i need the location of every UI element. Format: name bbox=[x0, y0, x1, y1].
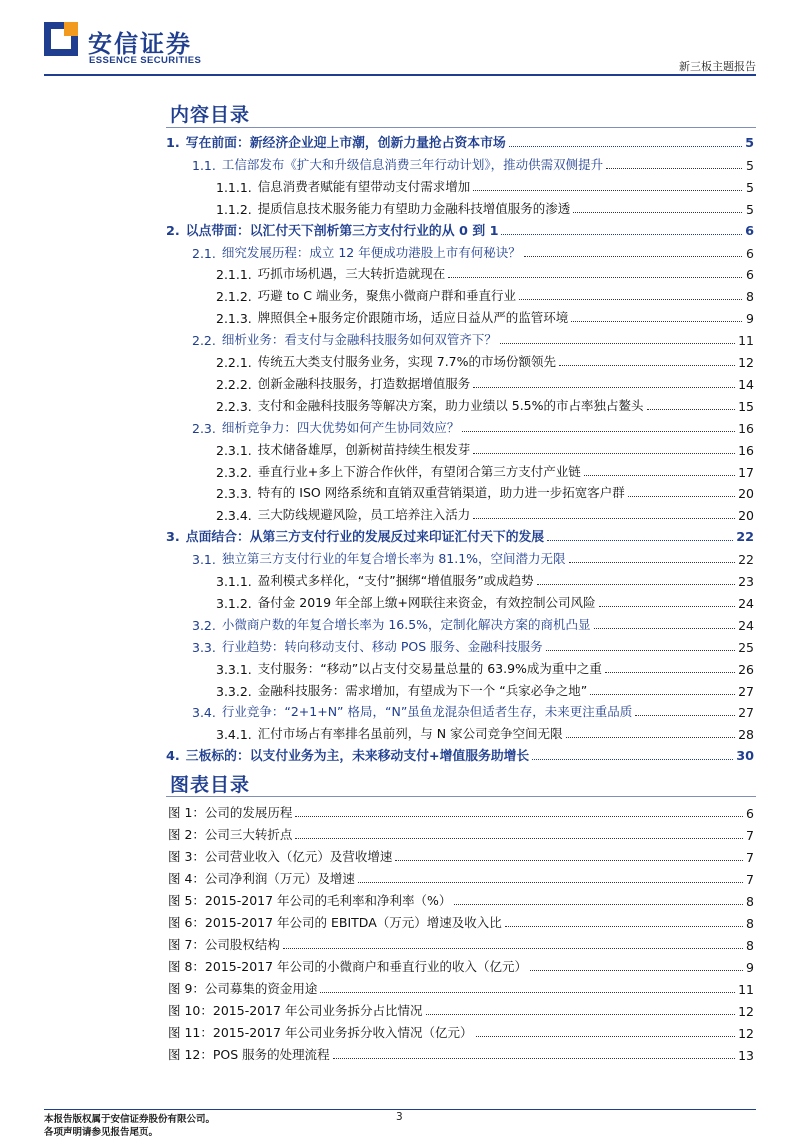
toc-entry[interactable] bbox=[192, 240, 754, 261]
toc-leader-dots bbox=[500, 343, 735, 344]
toc-entry[interactable] bbox=[216, 174, 754, 195]
toc-entry-page: 30 bbox=[736, 749, 754, 765]
toc-entry[interactable] bbox=[166, 524, 754, 545]
toc-entry-number: 3.3. bbox=[192, 639, 216, 655]
toc-entry-number: 2.1.2. bbox=[216, 289, 252, 305]
toc-entry-page: 25 bbox=[738, 639, 754, 655]
toc-leader-dots bbox=[532, 759, 733, 760]
toc-leader-dots bbox=[584, 475, 735, 476]
figure-leader-dots bbox=[295, 816, 743, 817]
figure-entry-text: 图 6：2015-2017 年公司的 EBITDA（万元）增速及收入比 bbox=[168, 915, 502, 930]
figure-entry[interactable] bbox=[168, 801, 754, 821]
toc-entry-text: 特有的 ISO 网络系统和直销双重营销渠道，助力进一步拓宽客户群 bbox=[257, 485, 625, 501]
toc-entry-number: 2.3.3. bbox=[216, 486, 252, 502]
toc-entry[interactable] bbox=[216, 371, 754, 392]
toc-entry-number: 4. bbox=[166, 749, 180, 765]
toc-entry-text: 三板标的：以支付业务为主，未来移动支付+增值服务助增长 bbox=[185, 749, 530, 765]
toc-entry-text: 行业竞争：“2+1+N” 格局，“N”虽鱼龙混杂但适者生存，未来更注重品质 bbox=[221, 704, 633, 720]
toc-entry[interactable] bbox=[192, 152, 754, 173]
figure-entry-text: 图 9：公司募集的资金用途 bbox=[168, 981, 318, 996]
toc-entry-number: 3.3.1. bbox=[216, 661, 252, 677]
figure-leader-dots bbox=[476, 1036, 736, 1037]
toc-entry-number: 2.1. bbox=[192, 245, 216, 261]
toc-entry-page: 5 bbox=[746, 201, 754, 217]
toc-entry[interactable] bbox=[216, 196, 754, 217]
toc-entry-page: 14 bbox=[738, 376, 754, 392]
essence-logo-icon bbox=[44, 22, 78, 56]
footer-copyright: 本报告版权属于安信证券股份有限公司。 bbox=[44, 1114, 216, 1125]
toc-entry-text: 写在前面：新经济企业迎上市潮，创新力量抢占资本市场 bbox=[185, 136, 506, 151]
figure-entry-text: 图 11：2015-2017 年公司业务拆分收入情况（亿元） bbox=[168, 1025, 473, 1040]
toc-entry-page: 20 bbox=[738, 508, 754, 524]
toc-entry-number: 3.4.1. bbox=[216, 727, 252, 743]
figure-entry[interactable] bbox=[168, 889, 754, 909]
toc-entry[interactable] bbox=[192, 634, 754, 655]
figure-entry[interactable] bbox=[168, 845, 754, 865]
figure-entry[interactable] bbox=[168, 955, 754, 975]
toc-entry-text: 细析竞争力：四大优势如何产生协同效应？ bbox=[221, 419, 460, 435]
toc-entry-page: 23 bbox=[738, 574, 754, 589]
toc-entry-number: 2.3.4. bbox=[216, 508, 252, 524]
figure-entry-page: 8 bbox=[746, 938, 754, 953]
toc-leader-dots bbox=[546, 650, 735, 651]
toc-entry[interactable] bbox=[192, 612, 754, 633]
toc-leader-dots bbox=[647, 409, 736, 410]
toc-entry-number: 2.3. bbox=[192, 420, 216, 436]
toc-entry-text: 创新金融科技服务，打造数据增值服务 bbox=[257, 375, 471, 391]
toc-entry[interactable] bbox=[216, 283, 754, 304]
page-header bbox=[0, 0, 800, 76]
toc-leader-dots bbox=[590, 694, 735, 695]
toc-leader-dots bbox=[473, 453, 735, 454]
toc-leader-dots bbox=[524, 256, 742, 257]
toc-leader-dots bbox=[635, 715, 735, 716]
toc-entry-number: 1.1.2. bbox=[216, 201, 252, 217]
footer-disclaimer: 各项声明请参见报告尾页。 bbox=[44, 1127, 159, 1138]
toc-entry-page: 12 bbox=[738, 355, 754, 370]
figure-entry[interactable] bbox=[168, 933, 754, 953]
toc-entry-text: 巧抓市场机遇，三大转折造就现在 bbox=[257, 266, 446, 282]
figure-entry-text: 图 10：2015-2017 年公司业务拆分占比情况 bbox=[168, 1003, 423, 1018]
figure-entry-page: 8 bbox=[746, 894, 754, 909]
toc-entry-text: 垂直行业+多上下游合作伙伴，有望闭合第三方支付产业链 bbox=[257, 463, 581, 479]
toc-entry-number: 2.2.3. bbox=[216, 398, 252, 414]
toc-entry[interactable] bbox=[216, 721, 754, 742]
toc-entry-text: 支付服务：“移动”以占支付交易量总量的 63.9%成为重中之重 bbox=[257, 660, 602, 676]
figure-leader-dots bbox=[426, 1014, 736, 1015]
toc-entry-page: 16 bbox=[738, 442, 754, 458]
figure-entry-text: 图 3：公司营业收入（亿元）及营收增速 bbox=[168, 849, 393, 864]
figure-entry-page: 7 bbox=[746, 872, 754, 887]
toc-entry-page: 6 bbox=[746, 267, 754, 283]
toc-entry-text: 牌照俱全+服务定价跟随市场，适应日益从严的监管环境 bbox=[257, 310, 569, 326]
toc-entry[interactable] bbox=[192, 415, 754, 436]
toc-entry-page: 5 bbox=[746, 157, 754, 173]
toc-entry-text: 细究发展历程：成立 12 年便成功港股上市有何秘诀？ bbox=[221, 244, 521, 260]
figure-leader-dots bbox=[283, 948, 743, 949]
footer-divider bbox=[44, 1109, 756, 1110]
figures-title-divider bbox=[166, 796, 756, 797]
figure-entry[interactable] bbox=[168, 911, 754, 931]
toc-leader-dots bbox=[569, 562, 736, 563]
header-divider bbox=[44, 74, 756, 76]
toc-entry-page: 17 bbox=[738, 464, 754, 480]
toc-entry-page: 22 bbox=[736, 530, 754, 546]
toc-entry[interactable] bbox=[216, 393, 754, 414]
toc-entry-text: 行业趋势：转向移动支付、移动 POS 服务、金融科技服务 bbox=[221, 638, 543, 654]
figure-leader-dots bbox=[295, 838, 743, 839]
toc-leader-dots bbox=[559, 365, 735, 366]
toc-entry[interactable] bbox=[216, 480, 754, 501]
toc-entry[interactable] bbox=[216, 459, 754, 480]
toc-entry-page: 15 bbox=[738, 398, 754, 414]
toc-entry-text: 金融科技服务：需求增加，有望成为下一个 “兵家必争之地” bbox=[257, 682, 588, 698]
toc-entry-page: 5 bbox=[746, 179, 754, 195]
toc-leader-dots bbox=[605, 672, 735, 673]
toc-entry[interactable] bbox=[166, 130, 754, 151]
figure-entry[interactable] bbox=[168, 823, 754, 843]
figure-entry-page: 7 bbox=[746, 828, 754, 843]
toc-entry-page: 11 bbox=[738, 333, 754, 349]
toc-entry-number: 3.1. bbox=[192, 552, 216, 568]
figure-leader-dots bbox=[530, 970, 743, 971]
toc-entry-page: 5 bbox=[745, 136, 754, 151]
toc-entry[interactable] bbox=[216, 568, 754, 589]
toc-entry[interactable] bbox=[216, 678, 754, 699]
toc-entry-number: 2.3.1. bbox=[216, 442, 252, 458]
toc-title: 内容目录 bbox=[170, 104, 251, 126]
toc-entry[interactable] bbox=[166, 743, 754, 764]
figure-leader-dots bbox=[320, 992, 735, 993]
brand-name-en: ESSENCE SECURITIES bbox=[89, 55, 202, 66]
toc-entry-text: 三大防线规避风险，员工培养注入活力 bbox=[257, 507, 471, 523]
figure-leader-dots bbox=[358, 882, 743, 883]
figure-entry-text: 图 5：2015-2017 年公司的毛利率和净利率（%） bbox=[168, 893, 452, 908]
toc-entry-number: 2.3.2. bbox=[216, 464, 252, 480]
toc-leader-dots bbox=[594, 628, 736, 629]
toc-entry[interactable] bbox=[216, 590, 754, 611]
toc-leader-dots bbox=[571, 321, 742, 322]
toc-leader-dots bbox=[566, 737, 736, 738]
toc-entry-number: 3.3.2. bbox=[216, 683, 252, 699]
figure-entry[interactable] bbox=[168, 867, 754, 887]
figure-leader-dots bbox=[454, 904, 743, 905]
toc-entry-text: 巧避 to C 端业务，聚焦小微商户群和垂直行业 bbox=[257, 288, 516, 304]
figure-entry-text: 图 1：公司的发展历程 bbox=[168, 805, 293, 820]
toc-entry-page: 16 bbox=[738, 420, 754, 436]
toc-entry-text: 细析业务：看支付与金融科技服务如何双管齐下？ bbox=[221, 332, 497, 348]
toc-entry[interactable] bbox=[216, 305, 754, 326]
toc-entry-text: 点面结合：从第三方支付行业的发展反过来印证汇付天下的发展 bbox=[185, 530, 545, 546]
toc-entry-page: 24 bbox=[738, 595, 754, 611]
page-number: 3 bbox=[396, 1111, 403, 1123]
figure-entry-page: 12 bbox=[738, 1004, 754, 1019]
toc-leader-dots bbox=[473, 190, 742, 191]
toc-entry-page: 27 bbox=[738, 683, 754, 699]
toc-entry-number: 1.1.1. bbox=[216, 179, 252, 195]
report-type-label: 新三板主题报告 bbox=[679, 60, 756, 73]
toc-leader-dots bbox=[501, 234, 742, 235]
toc-entry-page: 22 bbox=[738, 552, 754, 568]
toc-entry-number: 3.1.2. bbox=[216, 595, 252, 611]
figure-entry-text: 图 4：公司净利润（万元）及增速 bbox=[168, 871, 355, 886]
figures-title: 图表目录 bbox=[170, 774, 251, 796]
toc-entry[interactable] bbox=[216, 261, 754, 282]
figure-entry-page: 11 bbox=[738, 982, 754, 997]
toc-entry-text: 汇付市场占有率排名虽前列，与 N 家公司竞争空间无限 bbox=[257, 726, 563, 742]
toc-entry-text: 盈利模式多样化，“支付”捆绑“增值服务”或成趋势 bbox=[257, 573, 534, 588]
figure-entry-page: 7 bbox=[746, 850, 754, 865]
toc-entry[interactable] bbox=[192, 327, 754, 348]
figure-entry-page: 6 bbox=[746, 806, 754, 821]
figure-entry-text: 图 12：POS 服务的处理流程 bbox=[168, 1047, 330, 1062]
toc-leader-dots bbox=[519, 299, 742, 300]
toc-entry-page: 20 bbox=[738, 486, 754, 502]
toc-entry-page: 6 bbox=[746, 245, 754, 261]
toc-entry[interactable] bbox=[192, 699, 754, 720]
figure-entry-text: 图 2：公司三大转折点 bbox=[168, 827, 293, 842]
figure-entry-page: 8 bbox=[746, 916, 754, 931]
toc-entry-page: 6 bbox=[745, 223, 754, 239]
toc-entry-text: 备付金 2019 年全部上缴+网联往来资金，有效控制公司风险 bbox=[257, 594, 596, 610]
toc-leader-dots bbox=[473, 387, 735, 388]
figure-entry[interactable] bbox=[168, 1043, 754, 1063]
toc-entry-page: 24 bbox=[738, 617, 754, 633]
toc-leader-dots bbox=[537, 584, 735, 585]
toc-leader-dots bbox=[448, 277, 742, 278]
figure-entry[interactable] bbox=[168, 977, 754, 997]
toc-leader-dots bbox=[547, 540, 733, 541]
toc-entry-number: 3.2. bbox=[192, 617, 216, 633]
toc-leader-dots bbox=[473, 518, 735, 519]
toc-entry-text: 提质信息技术服务能力有望助力金融科技增值服务的渗透 bbox=[257, 200, 571, 216]
figure-leader-dots bbox=[333, 1058, 735, 1059]
toc-entry-text: 支付和金融科技服务等解决方案，助力业绩以 5.5%的市占率独占鳌头 bbox=[257, 397, 644, 413]
toc-entry-text: 以点带面：以汇付天下剖析第三方支付行业的从 0 到 1 bbox=[185, 223, 499, 239]
toc-entry[interactable] bbox=[216, 349, 754, 370]
toc-entry-page: 8 bbox=[746, 289, 754, 305]
toc-entry-number: 3. bbox=[166, 530, 180, 546]
toc-entry-number: 3.1.1. bbox=[216, 574, 252, 589]
toc-leader-dots bbox=[509, 146, 742, 147]
figure-entry-text: 图 8：2015-2017 年公司的小微商户和垂直行业的收入（亿元） bbox=[168, 959, 528, 974]
toc-entry-number: 1. bbox=[166, 136, 180, 151]
toc-entry-text: 独立第三方支付行业的年复合增长率为 81.1%，空间潜力无限 bbox=[221, 551, 566, 567]
toc-entry-page: 9 bbox=[746, 311, 754, 327]
figure-leader-dots bbox=[395, 860, 743, 861]
toc-leader-dots bbox=[462, 431, 735, 432]
toc-entry-text: 信息消费者赋能有望带动支付需求增加 bbox=[257, 178, 471, 194]
toc-entry[interactable] bbox=[192, 546, 754, 567]
toc-entry-number: 1.1. bbox=[192, 157, 216, 173]
toc-entry-number: 2.2. bbox=[192, 333, 216, 349]
figure-entry[interactable] bbox=[168, 999, 754, 1019]
toc-entry-page: 26 bbox=[738, 661, 754, 677]
toc-entry-number: 2.2.2. bbox=[216, 376, 252, 392]
toc-entry-number: 2. bbox=[166, 223, 180, 239]
figure-entry-text: 图 7：公司股权结构 bbox=[168, 937, 280, 952]
brand-name-cn: 安信证券 bbox=[88, 30, 192, 58]
figure-entry-page: 12 bbox=[738, 1026, 754, 1041]
toc-entry[interactable] bbox=[216, 437, 754, 458]
toc-entry-text: 小微商户数的年复合增长率为 16.5%，定制化解决方案的商机凸显 bbox=[221, 616, 591, 632]
toc-entry[interactable] bbox=[216, 656, 754, 677]
toc-entry-text: 传统五大类支付服务业务，实现 7.7%的市场份额领先 bbox=[257, 354, 557, 369]
toc-leader-dots bbox=[599, 606, 736, 607]
toc-entry-number: 2.1.1. bbox=[216, 267, 252, 283]
toc-entry-text: 技术储备雄厚，创新树苗持续生根发芽 bbox=[257, 441, 471, 457]
toc-entry-page: 27 bbox=[738, 705, 754, 721]
toc-leader-dots bbox=[606, 168, 742, 169]
toc-entry-text: 工信部发布《扩大和升级信息消费三年行动计划》，推动供需双侧提升 bbox=[221, 156, 604, 172]
toc-entry-page: 28 bbox=[738, 727, 754, 743]
toc-title-divider bbox=[166, 127, 756, 128]
toc-entry-number: 3.4. bbox=[192, 705, 216, 721]
toc-leader-dots bbox=[573, 212, 742, 213]
toc-entry[interactable] bbox=[216, 502, 754, 523]
figure-leader-dots bbox=[505, 926, 743, 927]
toc-entry-number: 2.1.3. bbox=[216, 311, 252, 327]
figure-entry[interactable] bbox=[168, 1021, 754, 1041]
toc-entry[interactable] bbox=[166, 218, 754, 239]
figure-entry-page: 13 bbox=[738, 1048, 754, 1063]
toc-leader-dots bbox=[628, 496, 735, 497]
toc-entry-number: 2.2.1. bbox=[216, 355, 252, 370]
figure-entry-page: 9 bbox=[746, 960, 754, 975]
